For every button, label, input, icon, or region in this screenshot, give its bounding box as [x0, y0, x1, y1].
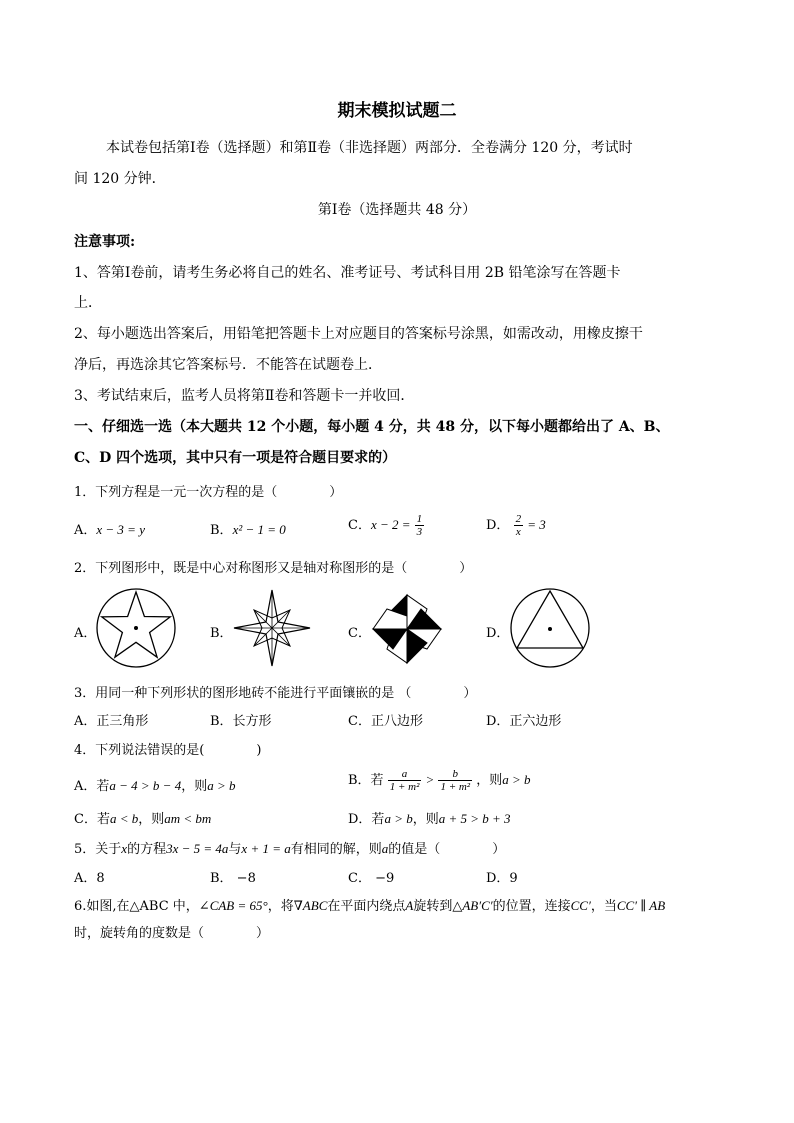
q3-option-d: D．正六边形 — [486, 714, 562, 729]
section-heading: 第Ⅰ卷（选择题共 48 分） — [317, 202, 477, 218]
q5-option-a: A．8 — [74, 871, 105, 886]
q5-stem: 5．关于x的方程3x − 5 = 4a与x + 1 = a有相同的解，则a的值是（ ） — [74, 841, 506, 857]
note-1-line-2: 上． — [74, 295, 102, 311]
circle-triangle-figure — [508, 586, 592, 670]
q1-d-fraction: $\frac{2}{x}$ — [515, 513, 522, 538]
q1-option-d — [486, 513, 546, 538]
q1-option-a — [74, 519, 145, 538]
q6-line-1: 6.如图,在△ABC 中，∠CAB = 65°，将∇ABC在平面内绕点A旋转到△AB′C′的位置，连接CC′，当CC′ ∥ AB — [74, 898, 666, 914]
intro-line-2: 间 120 分钟． — [74, 171, 166, 187]
q1-c-expr: x − 2 = — [370, 517, 411, 532]
q2-a-label: A． — [74, 626, 97, 641]
q5-option-d: D．9 — [486, 871, 518, 886]
q1-b-expr: x² − 1 = 0 — [232, 522, 286, 537]
pinwheel-figure — [370, 592, 444, 666]
q2-d-label: D． — [486, 626, 510, 641]
compass-star-figure — [232, 588, 312, 668]
note-2-line-1: 2、每小题选出答案后，用铅笔把答题卡上对应题目的答案标号涂黑，如需改动，用橡皮擦干 — [74, 326, 643, 342]
q2-c-label: C． — [348, 626, 371, 641]
note-1-line-1: 1、答第Ⅰ卷前，请考生务必将自己的姓名、准考证号、考试科目用 2B 铅笔涂写在答题卡 — [74, 265, 621, 281]
notes-heading: 注意事项: — [74, 234, 136, 250]
q5-option-b: B． −8 — [210, 871, 256, 886]
q3-option-c: C．正八边形 — [348, 714, 423, 729]
q4-b-fraction-1: $\frac{a}{\text{1 + m²}}$ — [389, 768, 420, 793]
note-3: 3、考试结束后，监考人员将第Ⅱ卷和答题卡一并收回． — [74, 388, 415, 404]
part1-line-2: C、D 四个选项，其中只有一项是符合题目要求的） — [74, 450, 397, 466]
q4-option-c: C．若a < b，则am < bm — [74, 811, 212, 827]
page-title: 期末模拟试题二 — [337, 101, 457, 121]
q3-stem: 3．用同一种下列形状的图形地砖不能进行平面镶嵌的是 （ ） — [74, 686, 477, 701]
q1-c-fraction: $\frac{1}{3}$ — [416, 513, 423, 538]
q1-option-c — [348, 513, 424, 538]
part1-line-1: 一、仔细选一选（本大题共 12 个小题，每小题 4 分，共 48 分，以下每小题都给出了 A、B、 — [74, 419, 670, 435]
option-label: D． — [486, 518, 510, 533]
q1-a-expr: x − 3 = y — [96, 522, 145, 537]
q2-b-label: B． — [210, 626, 233, 641]
option-label: B． — [210, 523, 233, 538]
intro-line-1: 本试卷包括第Ⅰ卷（选择题）和第Ⅱ卷（非选择题）两部分．全卷满分 120 分，考试时 — [106, 140, 633, 156]
q2-stem: 2．下列图形中，既是中心对称图形又是轴对称图形的是（ ） — [74, 561, 473, 576]
q4-option-d: D．若a > b，则a + 5 > b + 3 — [348, 811, 511, 827]
q4-stem: 4．下列说法错误的是( ) — [74, 743, 262, 758]
q4-option-b: B．若 $\frac{a}{\text{1 + m²}}$ > $\frac{b}{\text{1 + m²}}$ ，则a > b — [348, 768, 531, 793]
q1-d-expr: = 3 — [527, 517, 546, 532]
q4-option-a: A．若a − 4 > b − 4，则a > b — [74, 778, 236, 794]
note-2-line-2: 净后，再选涂其它答案标号．不能答在试题卷上． — [74, 357, 382, 373]
q6-line-2: 时，旋转角的度数是（ ） — [74, 926, 270, 941]
q4-b-fraction-2: $\frac{b}{\text{1 + m²}}$ — [440, 768, 471, 793]
q1-stem: 1．下列方程是一元一次方程的是（ ） — [74, 485, 343, 500]
q3-option-a: A．正三角形 — [74, 714, 149, 729]
option-label: C． — [348, 518, 371, 533]
circle-star-figure — [94, 586, 178, 670]
q5-option-c: C． −9 — [348, 871, 395, 886]
q3-option-b: B．长方形 — [210, 714, 272, 729]
option-label: A． — [74, 523, 97, 538]
q1-option-b — [210, 519, 286, 538]
